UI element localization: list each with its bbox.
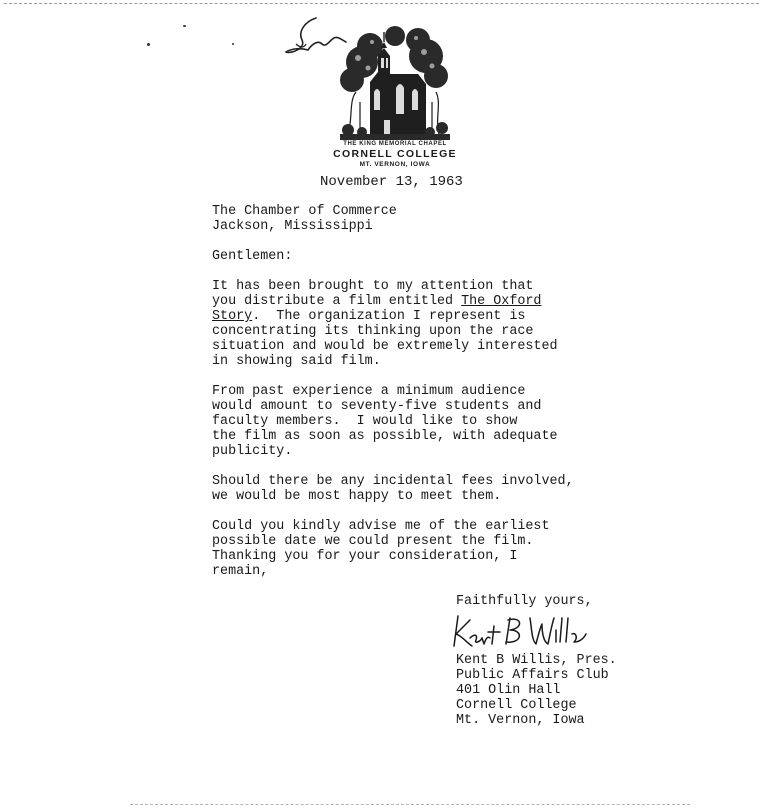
paragraph-line: concentrating its thinking upon the race [212, 324, 534, 339]
complimentary-close: Faithfully yours, [456, 594, 593, 609]
paragraph-line: Should there be any incidental fees involved, [212, 474, 574, 489]
top-scan-edge [4, 3, 759, 4]
paragraph-line: From past experience a minimum audience [212, 384, 526, 399]
film-title: Story [212, 309, 253, 324]
paragraph-text: you distribute a film entitled [212, 294, 462, 309]
bottom-scan-edge [130, 804, 690, 805]
letterhead-college-name: CORNELL COLLEGE [333, 148, 457, 160]
letter-body [212, 204, 642, 579]
paragraph-2 [212, 384, 642, 459]
paragraph-line: the film as soon as possible, with adequate [212, 429, 558, 444]
scan-speck [147, 43, 150, 46]
recipient-line: The Chamber of Commerce [212, 204, 397, 219]
scan-speck [183, 25, 186, 27]
recipient-line: Jackson, Mississippi [212, 219, 373, 234]
signer-address: 401 Olin Hall [456, 683, 561, 698]
signature-block [456, 653, 617, 728]
paragraph-line: remain, [212, 564, 269, 579]
handwritten-signature [450, 612, 590, 650]
chapel-illustration [340, 22, 450, 140]
signer-college: Cornell College [456, 698, 577, 713]
paragraph-line: It has been brought to my attention that [212, 279, 534, 294]
paragraph-line: we would be most happy to meet them. [212, 489, 502, 504]
signer-city: Mt. Vernon, Iowa [456, 713, 585, 728]
paragraph-line: publicity. [212, 444, 293, 459]
paragraph-line [212, 294, 642, 309]
paragraph-line: would amount to seventy-five students and [212, 399, 542, 414]
letterhead-chapel-name: THE KING MEMORIAL CHAPEL [343, 141, 447, 147]
paragraph-1 [212, 279, 642, 369]
film-title: The Oxford [461, 294, 542, 309]
signer-organization: Public Affairs Club [456, 668, 609, 683]
paragraph-4 [212, 519, 642, 579]
letterhead-location: MT. VERNON, IOWA [359, 161, 431, 168]
paragraph-line: Thanking you for your consideration, I [212, 549, 518, 564]
signer-name: Kent B Willis, Pres. [456, 653, 617, 668]
letterhead [318, 22, 472, 169]
paragraph-line [212, 309, 642, 324]
paragraph-line: situation and would be extremely interested [212, 339, 558, 354]
paragraph-3 [212, 474, 642, 504]
paragraph-text: . The organization I represent is [252, 309, 526, 324]
salutation: Gentlemen: [212, 249, 293, 264]
paragraph-line: in showing said film. [212, 354, 381, 369]
scan-speck [232, 43, 234, 45]
paragraph-line: faculty members. I would like to show [212, 414, 518, 429]
letter-date: November 13, 1963 [320, 174, 463, 190]
paragraph-line: possible date we could present the film. [212, 534, 534, 549]
paragraph-line: Could you kindly advise me of the earliest [212, 519, 550, 534]
